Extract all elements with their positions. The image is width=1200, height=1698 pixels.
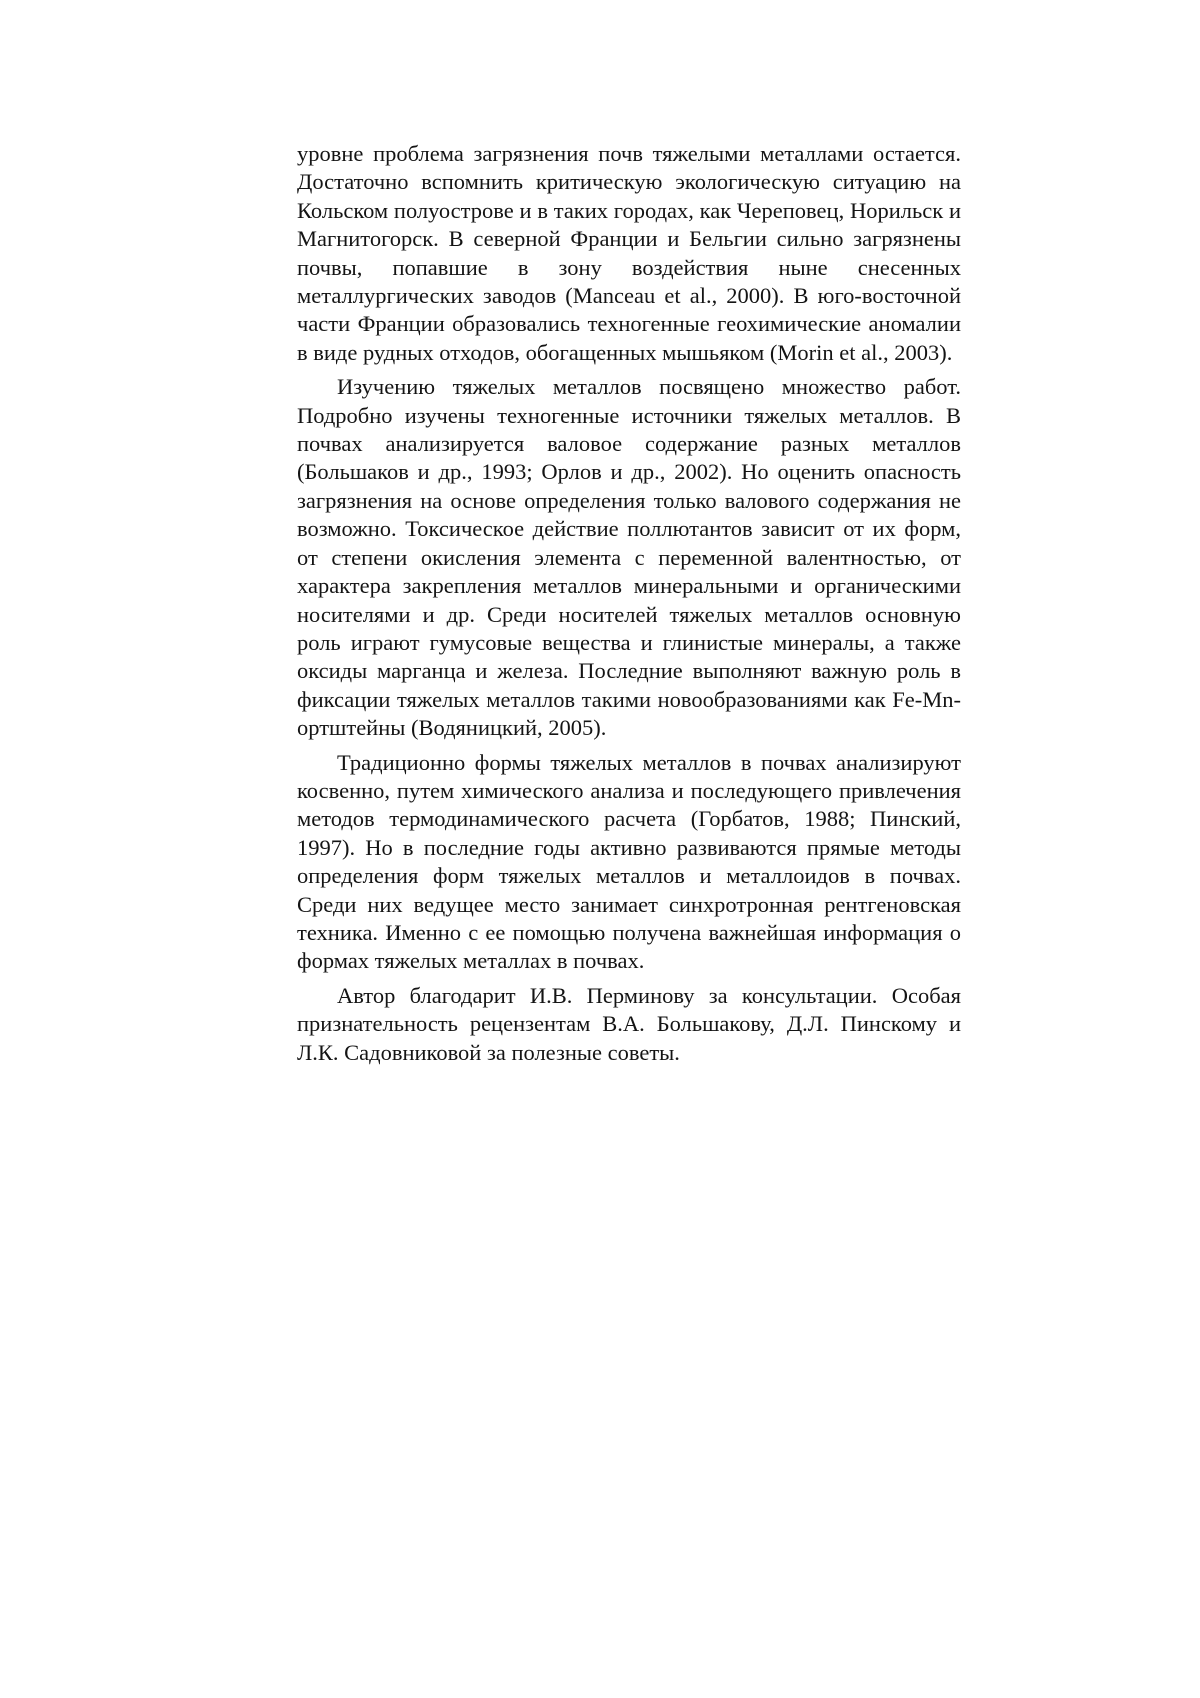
paragraph-pollution-overview: уровне проблема загрязнения почв тяжелыми металлами остается. Достаточно вспомнить критическую экологическую ситуацию на Кольском полуострове и в таких городах, как Череповец, Норильск и Магнитогорск. В северной Франции и Бельгии сильно загрязнены почвы, попавшие в зону воздействия ныне снесенных металлургических заводов (Manceau et al., 2000). В юго-восточной части Франции образовались техногенные геохимические аномалии в виде рудных отходов, обогащенных мышьяком (Morin et al., 2003).	[297, 141, 961, 365]
paragraph-heavy-metals-research: Изучению тяжелых металлов посвящено множество работ. Подробно изучены техногенные источники тяжелых металлов. В почвах анализируется валовое содержание разных металлов (Большаков и др., 1993; Орлов и др., 2002). Но оценить опасность загрязнения на основе определения только валового содержания не возможно. Токсическое действие поллютантов зависит от их форм, от степени окисления элемента с переменной валентностью, от характера закрепления металлов минеральными и органическими носителями и др. Среди носителей тяжелых металлов основную роль играют гумусовые вещества и глинистые минералы, а также оксиды марганца и железа. Последние выполняют важную роль в фиксации тяжелых металлов такими новообразованиями как Fe-Mn-ортштейны (Водяницкий, 2005).	[297, 374, 961, 741]
paragraph-analysis-methods: Традиционно формы тяжелых металлов в почвах анализируют косвенно, путем химического анализа и последующего привлечения методов термодинамического расчета (Горбатов, 1988; Пинский, 1997). Но в последние годы активно развиваются прямые методы определения форм тяжелых металлов и металлоидов в почвах. Среди них ведущее место занимает синхротронная рентгеновская техника. Именно с ее помощью получена важнейшая информация о формах тяжелых металлах в почвах.	[297, 749, 961, 974]
body-text	[297, 140, 961, 1073]
paragraph-acknowledgements: Автор благодарит И.В. Перминову за консультации. Особая признательность рецензентам В.А. Большакову, Д.Л. Пинскому и Л.К. Садовниковой за полезные советы.	[297, 982, 961, 1065]
